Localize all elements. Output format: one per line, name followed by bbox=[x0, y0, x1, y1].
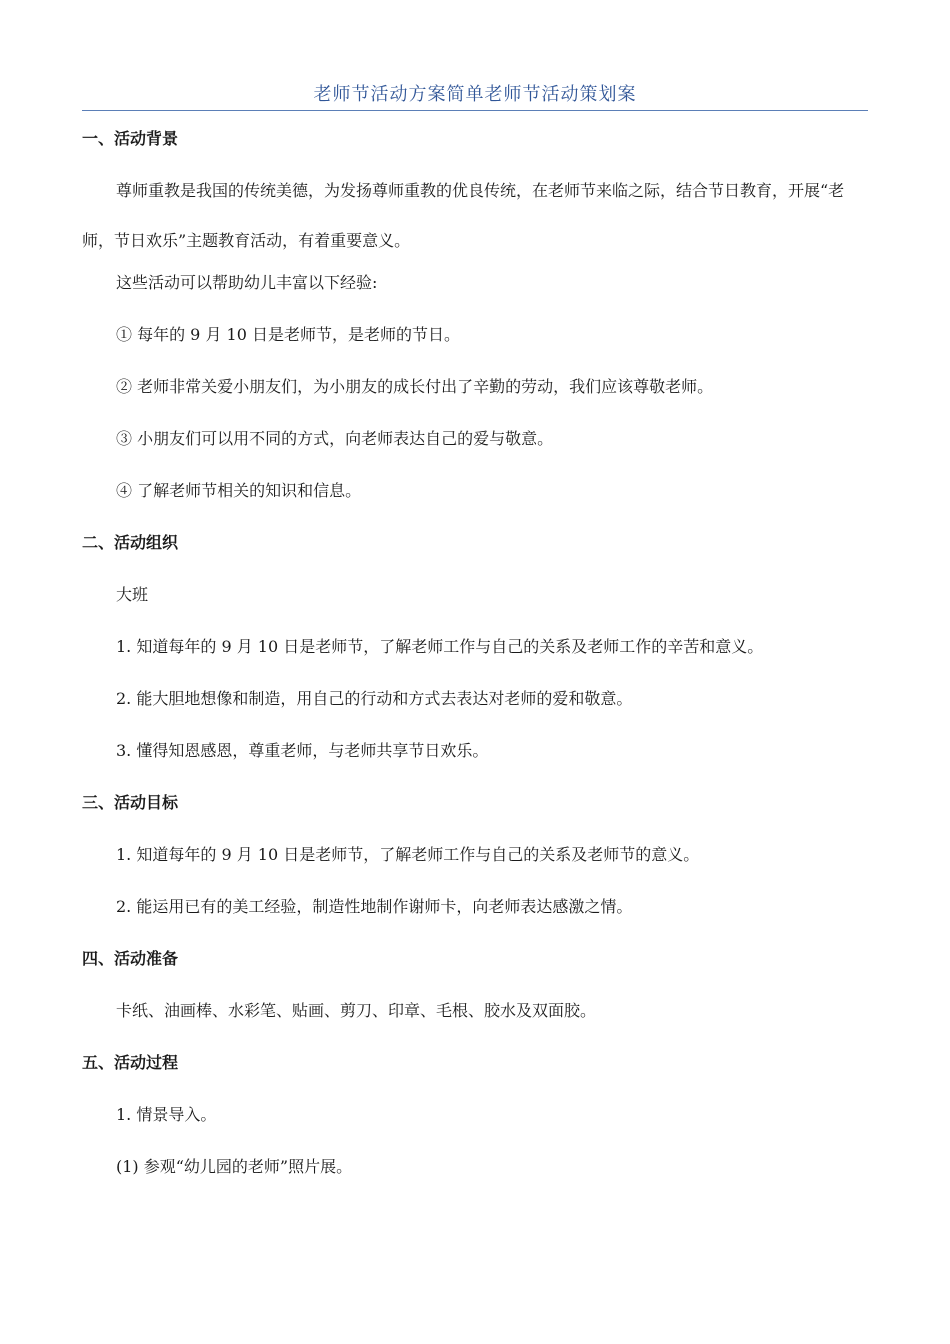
section-heading-process: 五、活动过程 bbox=[82, 1053, 179, 1072]
goals-item-2: 2. 能运用已有的美工经验，制造性地制作谢师卡，向老师表达感激之情。 bbox=[116, 897, 633, 916]
background-item-3: ③ 小朋友们可以用不同的方式，向老师表达自己的爱与敬意。 bbox=[116, 429, 554, 448]
background-item-4: ④ 了解老师节相关的知识和信息。 bbox=[116, 481, 362, 500]
background-item-1: ① 每年的 9 月 10 日是老师节，是老师的节日。 bbox=[116, 325, 460, 344]
document-body bbox=[82, 124, 868, 1204]
page-header bbox=[82, 80, 868, 111]
organization-group: 大班 bbox=[116, 585, 149, 604]
organization-item-3: 3. 懂得知恩感恩，尊重老师，与老师共享节日欢乐。 bbox=[116, 741, 489, 760]
organization-item-1: 1. 知道每年的 9 月 10 日是老师节，了解老师工作与自己的关系及老师工作的辛苦和意义。 bbox=[116, 637, 764, 656]
background-lead-paragraph: 这些活动可以帮助幼儿丰富以下经验: bbox=[116, 273, 378, 292]
organization-item-2: 2. 能大胆地想像和制造，用自己的行动和方式去表达对老师的爱和敬意。 bbox=[116, 689, 633, 708]
process-item-1: 1. 情景导入。 bbox=[116, 1105, 217, 1124]
background-intro-paragraph: 尊师重教是我国的传统美德，为发扬尊师重教的优良传统，在老师节来临之际，结合节日教育，开展“老师，节日欢乐”主题教育活动，有着重要意义。 bbox=[82, 181, 845, 250]
section-heading-organization: 二、活动组织 bbox=[82, 533, 179, 552]
goals-item-1: 1. 知道每年的 9 月 10 日是老师节，了解老师工作与自己的关系及老师节的意义。 bbox=[116, 845, 700, 864]
section-heading-goals: 三、活动目标 bbox=[82, 793, 179, 812]
process-item-2: (1) 参观“幼儿园的老师”照片展。 bbox=[116, 1157, 353, 1176]
background-item-2: ② 老师非常关爱小朋友们，为小朋友的成长付出了辛勤的劳动，我们应该尊敬老师。 bbox=[116, 377, 714, 396]
section-heading-preparation: 四、活动准备 bbox=[82, 949, 179, 968]
page-title: 老师节活动方案简单老师节活动策划案 bbox=[313, 84, 637, 105]
preparation-materials: 卡纸、油画棒、水彩笔、贴画、剪刀、印章、毛根、胶水及双面胶。 bbox=[116, 1001, 597, 1020]
section-heading-background: 一、活动背景 bbox=[82, 129, 179, 148]
